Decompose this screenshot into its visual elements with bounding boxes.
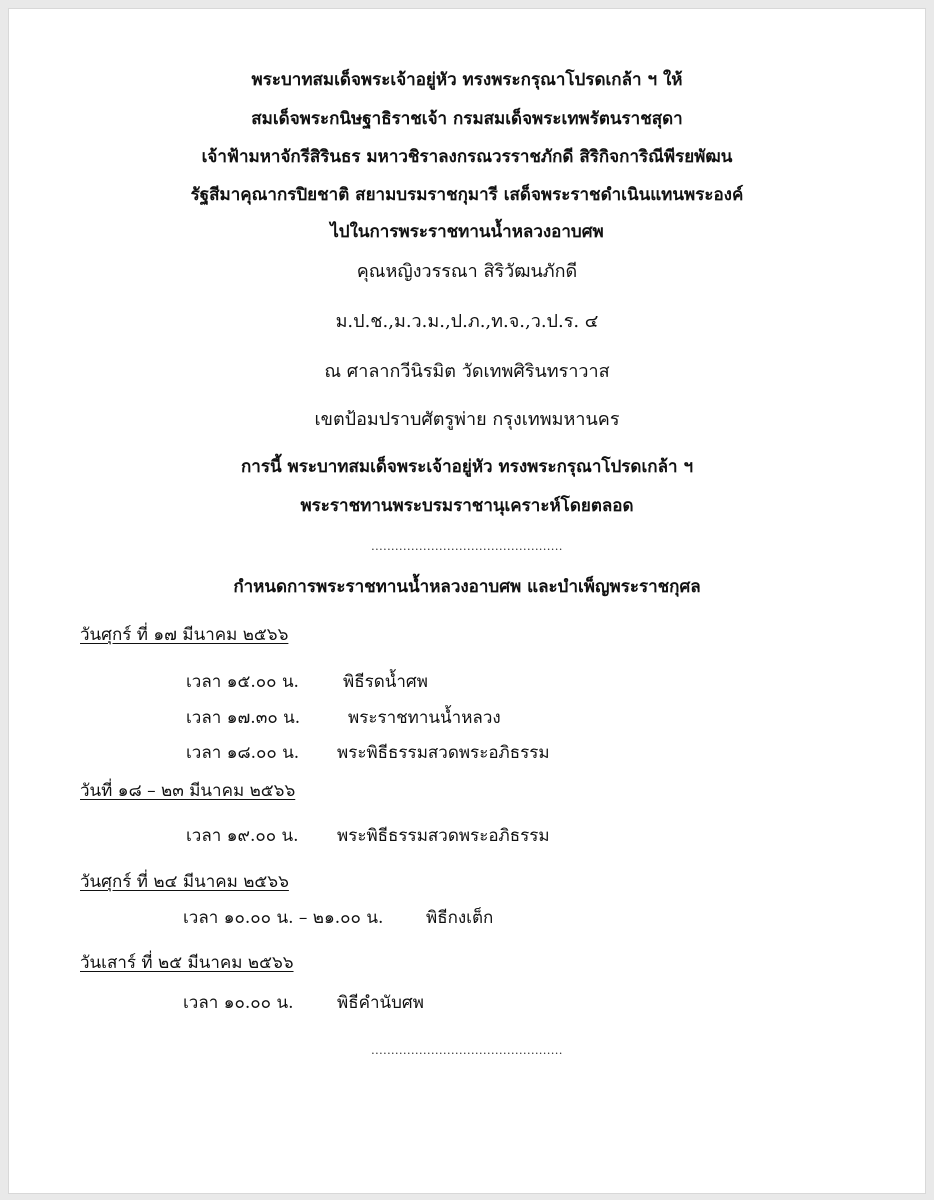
announcement-line-5: ไปในการพระราชทานน้ำหลวงอาบศพ	[330, 222, 604, 242]
schedule-day-1-date: วันศุกร์ ที่ ๑๗ มีนาคม ๒๕๖๖	[80, 625, 289, 645]
event-activity: พระราชทานน้ำหลวง	[348, 708, 501, 728]
event-activity: พระพิธีธรรมสวดพระอภิธรรม	[337, 826, 550, 846]
event-activity: พิธีรดน้ำศพ	[343, 672, 428, 692]
announcement-line-4: รัฐสีมาคุณากรปิยชาติ สยามบรมราชกุมารี เสด็จพระราชดำเนินแทนพระองค์	[190, 185, 744, 205]
closing-line-1: การนี้ พระบาทสมเด็จพระเจ้าอยู่หัว ทรงพระกรุณาโปรดเกล้า ฯ	[240, 457, 693, 477]
event-time: เวลา ๑๙.๐๐ น.	[186, 826, 299, 846]
schedule-day-2-date: วันที่ ๑๘ – ๒๓ มีนาคม ๒๕๖๖	[80, 781, 296, 801]
announcement-line-3: เจ้าฟ้ามหาจักรีสิรินธร มหาวชิราลงกรณวรราชภักดี สิริกิจการิณีพีรยพัฒน	[201, 147, 733, 167]
event-activity: พระพิธีธรรมสวดพระอภิธรรม	[337, 743, 550, 763]
closing-line-2: พระราชทานพระบรมราชานุเคราะห์โดยตลอด	[300, 496, 634, 516]
schedule-day-3-date: วันศุกร์ ที่ ๒๔ มีนาคม ๒๕๖๖	[80, 872, 289, 892]
event-activity: พิธีคำนับศพ	[337, 993, 424, 1013]
end-separator: ................................................	[371, 1044, 563, 1057]
event-time: เวลา ๑๐.๐๐ น.	[183, 993, 294, 1013]
district: เขตป้อมปราบศัตรูพ่าย กรุงเทพมหานคร	[314, 409, 620, 430]
event-time: เวลา ๑๕.๐๐ น.	[186, 672, 299, 692]
separator: ................................................	[371, 540, 563, 553]
announcement-line-1: พระบาทสมเด็จพระเจ้าอยู่หัว ทรงพระกรุณาโปรดเกล้า ฯ ให้	[251, 70, 683, 90]
venue: ณ ศาลากวีนิรมิต วัดเทพศิรินทราวาส	[324, 361, 610, 382]
event-time: เวลา ๑๗.๓๐ น.	[186, 708, 301, 728]
event-activity: พิธีกงเต็ก	[426, 908, 494, 928]
announcement-line-2: สมเด็จพระกนิษฐาธิราชเจ้า กรมสมเด็จพระเทพรัตนราชสุดา	[251, 109, 683, 129]
schedule-day-4-date: วันเสาร์ ที่ ๒๕ มีนาคม ๒๕๖๖	[80, 953, 294, 973]
schedule-heading: กำหนดการพระราชทานน้ำหลวงอาบศพ และบำเพ็ญพระราชกุศล	[233, 577, 701, 597]
decorations: ม.ป.ช.,ม.ว.ม.,ป.ภ.,ท.จ.,ว.ป.ร. ๔	[335, 311, 599, 332]
event-time: เวลา ๑๐.๐๐ น. – ๒๑.๐๐ น.	[183, 908, 384, 928]
deceased-name: คุณหญิงวรรณา สิริวัฒนภักดี	[356, 261, 578, 282]
event-time: เวลา ๑๘.๐๐ น.	[186, 743, 300, 763]
